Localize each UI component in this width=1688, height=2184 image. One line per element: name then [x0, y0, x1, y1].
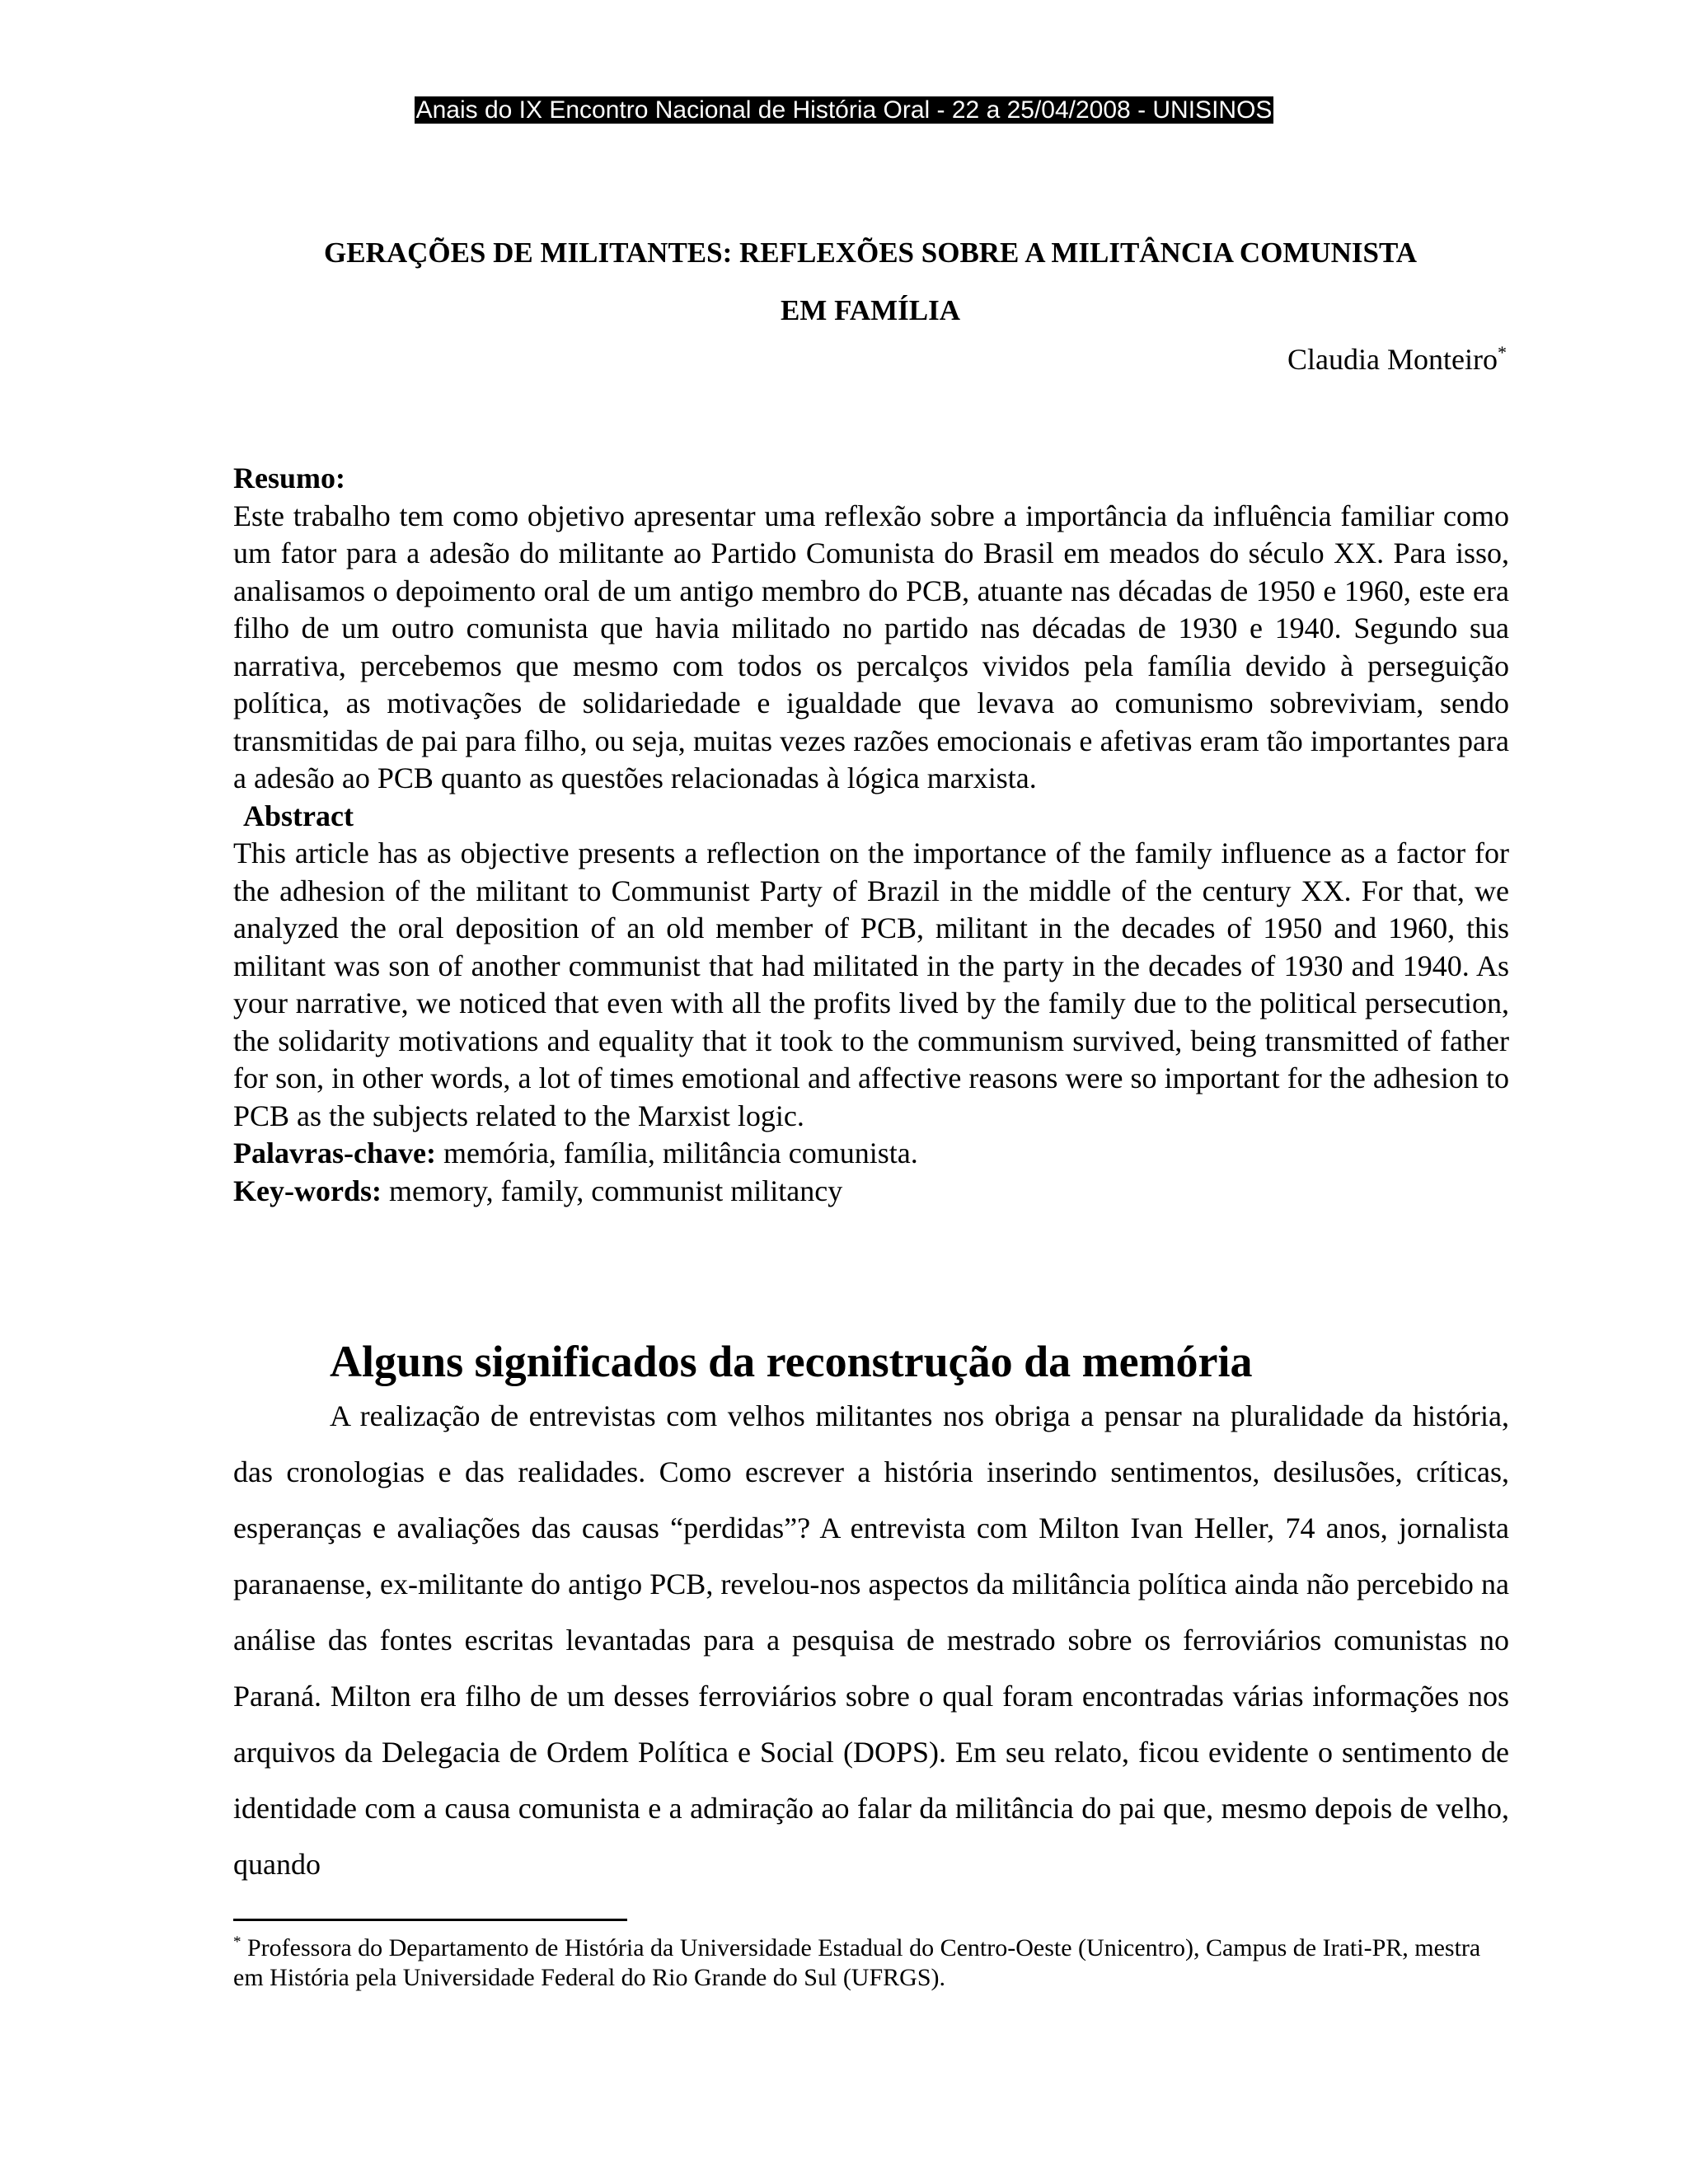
abstract-heading: Abstract: [243, 799, 354, 832]
paper-title-line-2: EM FAMÍLIA: [780, 294, 961, 326]
author-name: Claudia Monteiro: [1287, 343, 1498, 376]
keywords-pt-text: memória, família, militância comunista.: [435, 1137, 918, 1169]
resumo-text: Este trabalho tem como objetivo apresentar uma reflexão sobre a importância da influência familiar como um fator para a adesão do militante ao Partido Comunista do Brasil em meados do século XX. Para isso, analisamos o depoimento oral de um antigo membro do PCB, atuante nas décadas de 1950 e 1960, este era filho de um outro comunista que havia militado no partido nas décadas de 1930 e 1940. Segundo sua narrativa, percebemos que mesmo com todos os percalços vividos pela família devido à perseguição política, as motivações de solidariedade e igualdade que levava ao comunismo sobreviviam, sendo transmitidas de pai para filho, ou seja, muitas vezes razões emocionais e afetivas eram tão importantes para a adesão ao PCB quanto as questões relacionadas à lógica marxista.: [233, 499, 1509, 794]
footnote-marker: *: [233, 1933, 241, 1951]
author-line: [231, 341, 1507, 377]
abstract-block: [233, 460, 1509, 1210]
conference-header-text: Anais do IX Encontro Nacional de História Oral - 22 a 25/04/2008 - UNISINOS: [415, 96, 1273, 124]
author-footnote-marker: *: [1498, 342, 1507, 363]
conference-header: [0, 96, 1688, 125]
paper-title: [231, 224, 1510, 340]
resumo-heading: Resumo:: [233, 462, 345, 494]
section-heading: Alguns significados da reconstrução da memória: [330, 1337, 1253, 1386]
section-body: A realização de entrevistas com velhos militantes nos obriga a pensar na pluralidade da história, das cronologias e das realidades. Como escrever a história inserindo sentimentos, desilusões, críticas, esperanças e avaliações das causas “perdidas”? A entrevista com Milton Ivan Heller, 74 anos, jornalista paranaense, ex-militante do antigo PCB, revelou-nos aspectos da militância política ainda não percebido na análise das fontes escritas levantadas para a pesquisa de mestrado sobre os ferroviários comunistas no Paraná. Milton era filho de um desses ferroviários sobre o qual foram encontradas várias informações nos arquivos da Delegacia de Ordem Política e Social (DOPS). Em seu relato, ficou evidente o sentimento de identidade com a causa comunista e a admiração ao falar da militância do pai que, mesmo depois de velho, quando: [233, 1399, 1509, 1881]
keywords-pt: [233, 1135, 1509, 1173]
section-memory: [233, 1335, 1509, 1892]
abstract-text: This article has as objective presents a reflection on the importance of the family influence as a factor for the adhesion of the militant to Communist Party of Brazil in the middle of the century XX. For that, we analyzed the oral deposition of an old member of PCB, militant in the decades of 1950 and 1960, this militant was son of another communist that had militated in the party in the decades of 1930 and 1940. As your narrative, we noticed that even with all the profits lived by the family due to the political persecution, the solidarity motivations and equality that it took to the communism survived, being transmitted of father for son, in other words, a lot of times emotional and affective reasons were so important for the adhesion to PCB as the subjects related to the Marxist logic.: [233, 837, 1509, 1132]
keywords-en-text: memory, family, communist militancy: [381, 1174, 843, 1207]
keywords-pt-label: Palavras-chave:: [233, 1137, 436, 1169]
keywords-en: [233, 1173, 1509, 1211]
footnote-text: Professora do Departamento de História da Universidade Estadual do Centro-Oeste (Unicentro), Campus de Irati-PR, mestra em História pela Universidade Federal do Rio Grande do Sul (UFRGS).: [233, 1934, 1481, 1991]
keywords-en-label: Key-words:: [233, 1174, 382, 1207]
paper-title-line-1: GERAÇÕES DE MILITANTES: REFLEXÕES SOBRE A MILITÂNCIA COMUNISTA: [323, 237, 1418, 269]
footnote: [233, 1933, 1509, 1993]
footnote-divider: [233, 1919, 627, 1921]
